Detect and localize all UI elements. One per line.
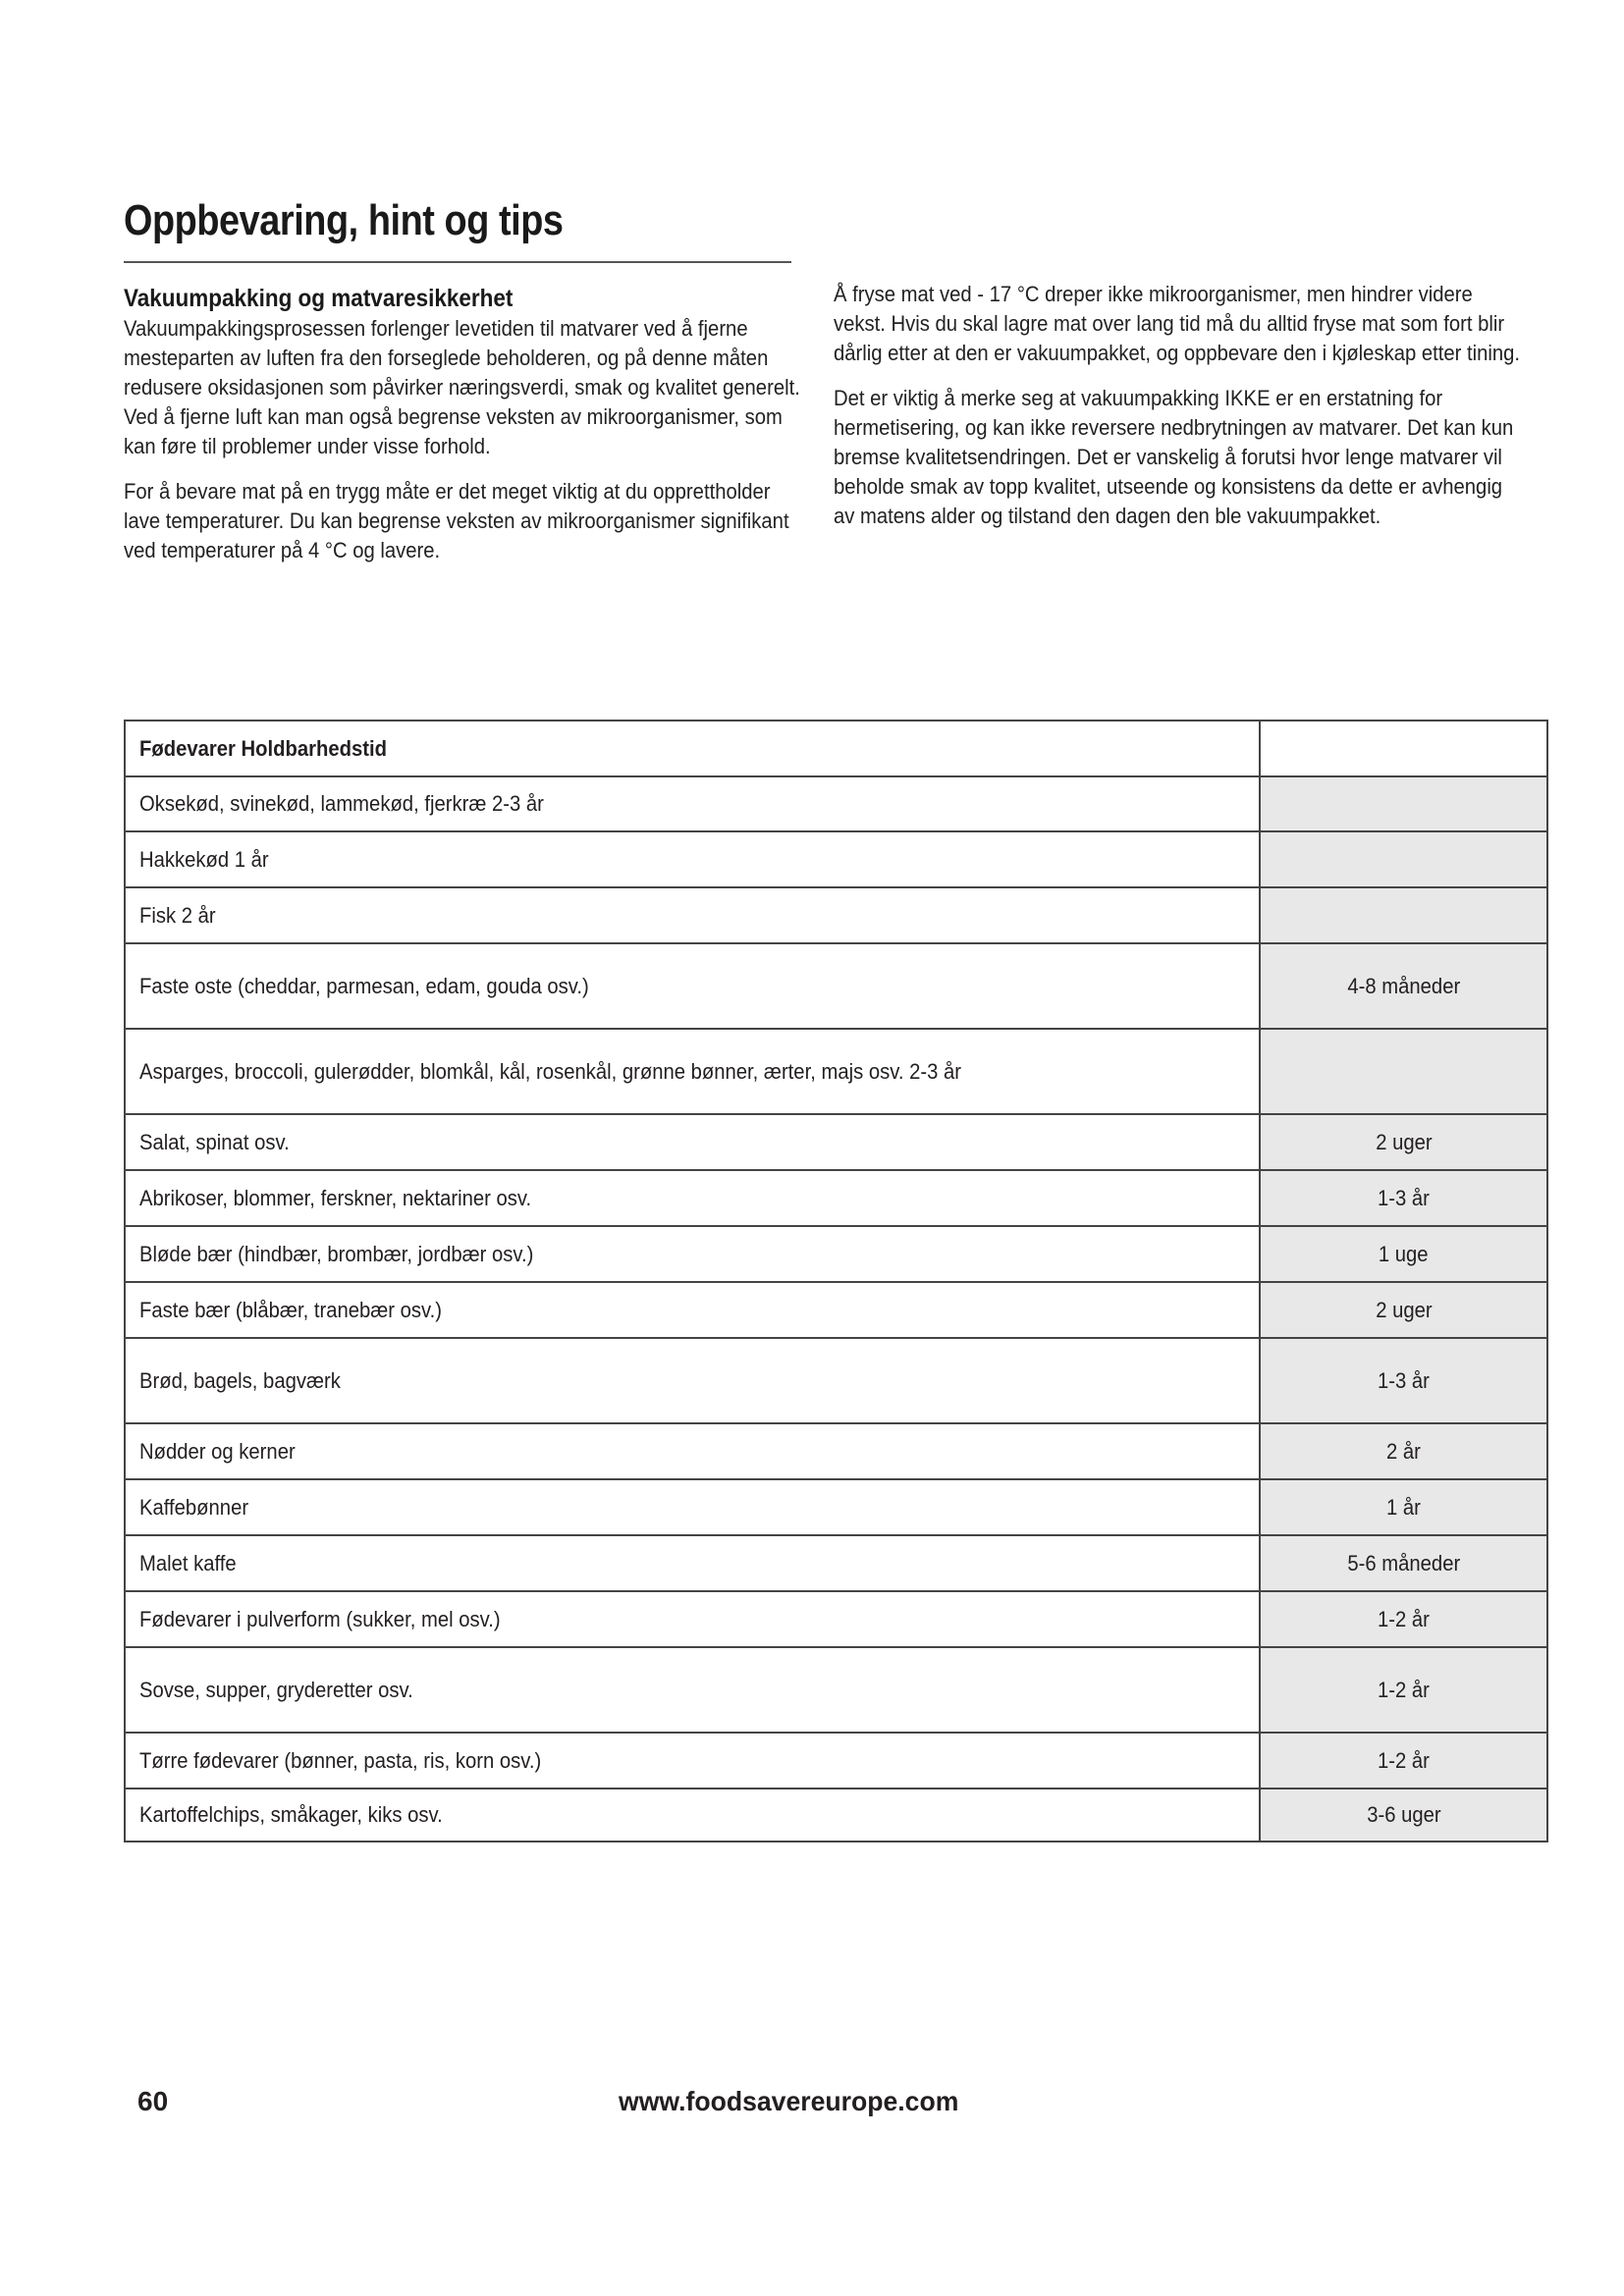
- time-cell: [1261, 1339, 1546, 1422]
- left-column: [124, 283, 801, 581]
- food-label: Fisk 2 år: [139, 902, 216, 928]
- time-cell: [1261, 1592, 1546, 1646]
- food-cell: [126, 944, 1261, 1028]
- food-cell: [126, 1115, 1261, 1169]
- table-row: [126, 1788, 1546, 1841]
- food-label: Nødder og kerner: [139, 1438, 296, 1464]
- table-row: [126, 1337, 1546, 1422]
- food-cell: [126, 1648, 1261, 1732]
- section-subheading: Vakuumpakking og matvaresikkerhet: [124, 285, 514, 312]
- time-cell: [1261, 832, 1546, 886]
- food-label: Asparges, broccoli, gulerødder, blomkål, kål, rosenkål, grønne bønner, ærter, majs osv. 2-3 år: [139, 1058, 961, 1084]
- time-label: 2 uger: [1375, 1297, 1433, 1322]
- time-cell: [1261, 888, 1546, 942]
- table-row: [126, 1113, 1546, 1169]
- time-cell: [1261, 1424, 1546, 1478]
- paragraph: Å fryse mat ved - 17 °C dreper ikke mikroorganismer, men hindrer videre vekst. Hvis du skal lagre mat over lang tid må du alltid fryse mat som fort blir dårlig etter at den er vakuumpakket, og oppbevare den i kjøleskap etter tining.: [834, 282, 1521, 365]
- time-label: 1-2 år: [1378, 1677, 1430, 1702]
- time-label: 2 år: [1386, 1438, 1421, 1464]
- time-label: 3-6 uger: [1366, 1802, 1441, 1827]
- food-label: Faste oste (cheddar, parmesan, edam, gouda osv.): [139, 973, 589, 998]
- time-label: 2 uger: [1375, 1129, 1433, 1154]
- table-row: [126, 1646, 1546, 1732]
- food-cell: [126, 1283, 1261, 1337]
- food-cell: [126, 1480, 1261, 1534]
- food-label: Abrikoser, blommer, ferskner, nektariner osv.: [139, 1185, 532, 1210]
- table-row: [126, 775, 1546, 830]
- food-cell: [126, 1789, 1261, 1841]
- time-cell: [1261, 1115, 1546, 1169]
- time-cell: [1261, 1030, 1546, 1113]
- header-time-cell: [1261, 721, 1546, 775]
- food-cell: [126, 1030, 1261, 1113]
- time-label: 1-3 år: [1378, 1367, 1430, 1393]
- food-label: Fødevarer i pulverform (sukker, mel osv.): [139, 1606, 501, 1631]
- food-cell: [126, 1592, 1261, 1646]
- paragraph: Vakuumpakkingsprosessen forlenger levetiden til matvarer ved å fjerne mesteparten av luften fra den forseglede beholderen, og på denne måten redusere oksidasjonen som påvirker næringsverdi, smak og kvalitet generelt. Ved å fjerne luft kan man også begrense veksten av mikroorganismer, som kan føre til problemer under visse forhold.: [124, 316, 800, 458]
- storage-time-table: [124, 720, 1548, 1842]
- food-label: Sovse, supper, gryderetter osv.: [139, 1677, 413, 1702]
- food-label: Brød, bagels, bagværk: [139, 1367, 341, 1393]
- time-cell: [1261, 777, 1546, 830]
- table-row: [126, 1732, 1546, 1788]
- table-row: [126, 1028, 1546, 1113]
- table-row: [126, 830, 1546, 886]
- time-label: 1-2 år: [1378, 1606, 1430, 1631]
- title-divider: [124, 261, 791, 263]
- table-row: [126, 1534, 1546, 1590]
- table-row: [126, 1169, 1546, 1225]
- food-label: Kaffebønner: [139, 1494, 249, 1520]
- food-label: Faste bær (blåbær, tranebær osv.): [139, 1297, 442, 1322]
- page-number: 60: [137, 2086, 169, 2116]
- food-label: Hakkekød 1 år: [139, 846, 269, 872]
- food-label: Bløde bær (hindbær, brombær, jordbær osv.): [139, 1241, 534, 1266]
- time-cell: [1261, 1789, 1546, 1841]
- food-cell: [126, 777, 1261, 830]
- food-cell: [126, 1339, 1261, 1422]
- time-cell: [1261, 1480, 1546, 1534]
- time-label: 1 år: [1386, 1494, 1421, 1520]
- food-cell: [126, 888, 1261, 942]
- time-cell: [1261, 1171, 1546, 1225]
- food-cell: [126, 832, 1261, 886]
- time-cell: [1261, 1648, 1546, 1732]
- table-row: [126, 886, 1546, 942]
- table-row: [126, 1225, 1546, 1281]
- food-cell: [126, 1171, 1261, 1225]
- table-header-row: [126, 721, 1546, 775]
- time-cell: [1261, 1283, 1546, 1337]
- food-label: Oksekød, svinekød, lammekød, fjerkræ 2-3 år: [139, 791, 544, 816]
- table-row: [126, 942, 1546, 1028]
- table-row: [126, 1422, 1546, 1478]
- website-url: www.foodsavereurope.com: [619, 2086, 959, 2116]
- food-cell: [126, 1734, 1261, 1788]
- table-row: [126, 1590, 1546, 1646]
- paragraph: For å bevare mat på en trygg måte er det meget viktig at du opprettholder lave temperaturer. Du kan begrense veksten av mikroorganismer signifikant ved temperaturer på 4 °C og lavere.: [124, 479, 789, 562]
- time-cell: [1261, 944, 1546, 1028]
- time-label: 5-6 måneder: [1347, 1550, 1460, 1575]
- time-cell: [1261, 1536, 1546, 1590]
- food-cell: [126, 1227, 1261, 1281]
- time-label: 4-8 måneder: [1347, 973, 1460, 998]
- time-cell: [1261, 1734, 1546, 1788]
- table-row: [126, 1281, 1546, 1337]
- paragraph: Det er viktig å merke seg at vakuumpakking IKKE er en erstatning for hermetisering, og kan ikke reversere nedbrytningen av matvarer. Det kan kun bremse kvalitetsendringen. Det er vanskelig å forutsi hvor lenge matvarer vil beholde smak av topp kvalitet, utseende og konsistens da dette er avhengig av matens alder og tilstand den dagen den ble vakuumpakket.: [834, 386, 1514, 528]
- food-label: Malet kaffe: [139, 1550, 237, 1575]
- header-food-cell: [126, 721, 1261, 775]
- page-title: Oppbevaring, hint og tips: [124, 196, 564, 244]
- time-cell: [1261, 1227, 1546, 1281]
- food-label: Tørre fødevarer (bønner, pasta, ris, korn osv.): [139, 1747, 542, 1773]
- food-cell: [126, 1536, 1261, 1590]
- header-food-label: Fødevarer Holdbarhedstid: [139, 735, 388, 761]
- time-label: 1-2 år: [1378, 1747, 1430, 1773]
- table-row: [126, 1478, 1546, 1534]
- food-label: Kartoffelchips, småkager, kiks osv.: [139, 1802, 443, 1827]
- food-cell: [126, 1424, 1261, 1478]
- time-label: 1-3 år: [1378, 1185, 1430, 1210]
- food-label: Salat, spinat osv.: [139, 1129, 290, 1154]
- time-label: 1 uge: [1379, 1241, 1429, 1266]
- right-column: [834, 280, 1521, 547]
